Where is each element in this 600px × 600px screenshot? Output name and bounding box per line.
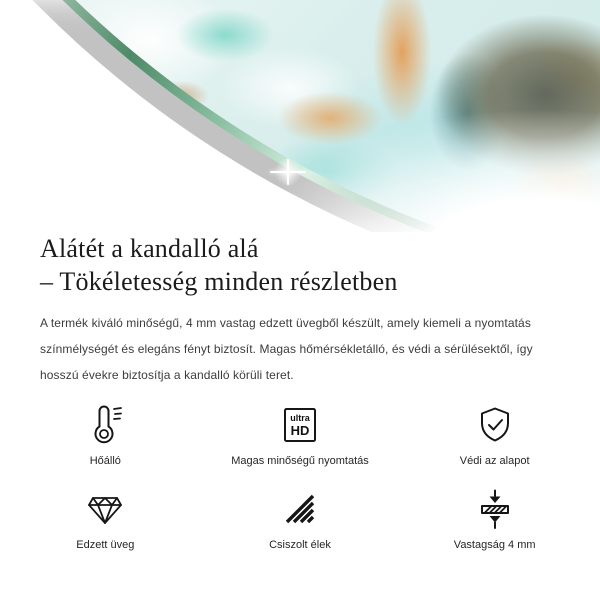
description-line: színmélységét és elegáns fényt biztosít. Magas hőmérsékletálló, és védi a sérülésektől, így	[40, 342, 533, 356]
polished-edge-icon	[280, 486, 320, 532]
description-line: hosszú évekre biztosítja a kandalló körüli teret.	[40, 368, 294, 382]
title-line-2: – Tökéletesség minden részletben	[40, 267, 398, 296]
sparkle-highlight-icon	[270, 154, 306, 190]
thermometer-icon	[85, 402, 125, 448]
feature-label: Magas minőségű nyomtatás	[231, 455, 369, 467]
feature-grid	[8, 402, 592, 552]
feature-heat-resistant	[8, 402, 203, 468]
ultra-hd-icon	[280, 402, 320, 448]
feature-label: Edzett üveg	[76, 539, 135, 551]
feature-polished-edges	[203, 486, 398, 552]
product-description	[40, 310, 533, 388]
page-title	[40, 232, 398, 298]
description-line: A termék kiváló minőségű, 4 mm vastag edzett üvegből készült, amely kiemeli a nyomtatás	[40, 316, 531, 330]
svg-text:HD: HD	[290, 423, 310, 438]
feature-label: Csiszolt élek	[269, 539, 331, 551]
product-photo	[0, 0, 600, 232]
feature-label: Hőálló	[89, 455, 121, 467]
feature-print-quality	[203, 402, 398, 468]
diamond-icon	[85, 486, 125, 532]
shield-check-icon	[475, 402, 515, 448]
feature-tempered-glass	[8, 486, 203, 552]
feature-label: Védi az alapot	[459, 455, 530, 467]
title-line-1: Alátét a kandalló alá	[40, 234, 259, 263]
thickness-icon	[475, 486, 515, 532]
svg-text:ultra: ultra	[290, 413, 310, 423]
feature-label: Vastagság 4 mm	[453, 539, 536, 551]
feature-thickness	[397, 486, 592, 552]
feature-protects-base	[397, 402, 592, 468]
